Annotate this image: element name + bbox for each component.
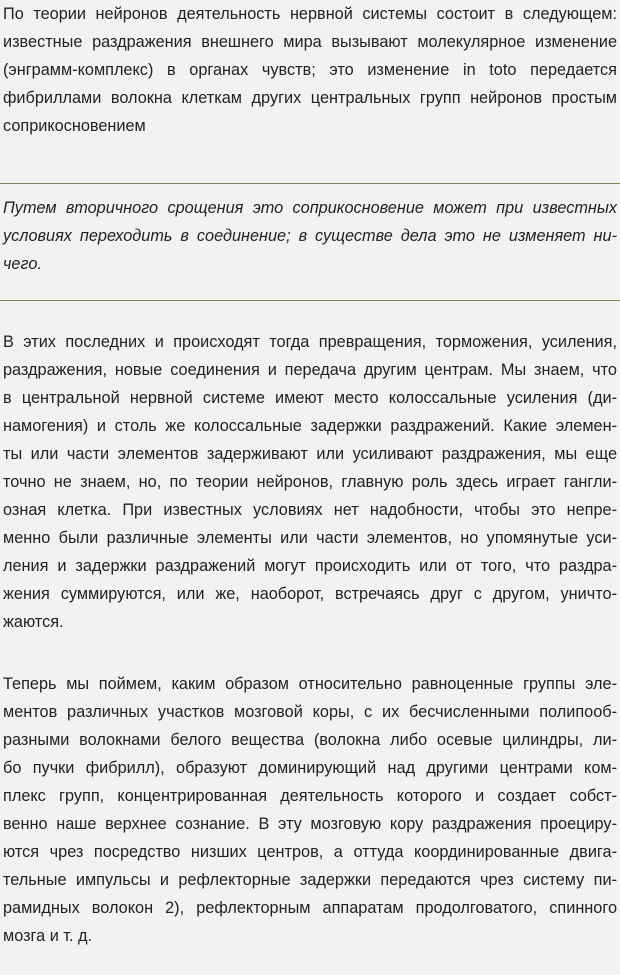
horizontal-divider [0, 300, 620, 301]
paragraph-neuron-theory [3, 0, 617, 140]
text-line: намогения) и столь же колоссальные задержки раздражений. Какие элемен- [3, 417, 617, 435]
text-line: соприкосновением [3, 117, 146, 135]
paragraph-cortex [3, 670, 617, 950]
text-line: условиях переходить в соединение; в существе дела это не изменяет ни- [3, 227, 617, 245]
text-line: ты или части элементов задерживают или усиливают раздражения, мы еще [3, 445, 617, 463]
text-line: мозга и т. д. [3, 927, 93, 945]
text-line: Теперь мы поймем, каким образом относительно равноценные группы эле- [3, 675, 617, 693]
text-line: точно не знаем, но, по теории нейронов, главную роль здесь играет гангли- [3, 473, 617, 491]
text-line: (энграмм-комплекс) в органах чувств; это изменение in toto передается [3, 61, 617, 79]
text-line: в центральной нервной системе имеют место колоссальные усиления (ди- [3, 389, 617, 407]
text-line: плекс групп, концентрированная деятельность которого и создает собст- [3, 787, 617, 805]
text-line: ются чрез посредство низших центров, а оттуда координированные двига- [3, 843, 617, 861]
paragraph-transformations [3, 328, 617, 636]
text-line: чего. [3, 255, 42, 273]
text-line: тельные импульсы и рефлекторные задержки передаются чрез систему пи- [3, 871, 617, 889]
text-line: ментов различных участков мозговой коры, с их бесчисленными полипооб- [3, 703, 617, 721]
text-line: По теории нейронов деятельность нервной системы состоит в следующем: [3, 5, 617, 23]
text-line: фибриллами волокна клеткам других центральных групп нейронов простым [3, 89, 617, 107]
text-line: ления и задержки раздражений могут происходить или от того, что раздра- [3, 557, 617, 575]
text-line: В этих последних и происходят тогда превращения, торможения, усиления, [3, 333, 617, 351]
paragraph-footnote-italic [3, 194, 617, 278]
text-line: озная клетка. При известных условиях нет надобности, чтобы это непре- [3, 501, 617, 519]
text-line: бо пучки фибрилл), образуют доминирующий над другими центрами ком- [3, 759, 617, 777]
text-line: жаются. [3, 613, 64, 631]
text-line: раздражения, новые соединения и передача другим центрам. Мы знаем, что [3, 361, 617, 379]
text-line: разными волокнами белого вещества (волокна либо осевые цилиндры, ли- [3, 731, 617, 749]
text-line: венно наше верхнее сознание. В эту мозговую кору раздражения проециру- [3, 815, 617, 833]
horizontal-divider [0, 183, 620, 184]
text-line: менно были различные элементы или части элементов, но упомянутые уси- [3, 529, 617, 547]
text-line: Путем вторичного срощения это соприкосновение может при известных [3, 199, 617, 217]
text-line: рамидных волокон 2), рефлекторным аппаратам продолговатого, спинного [3, 899, 617, 917]
text-line: известные раздражения внешнего мира вызывают молекулярное изменение [3, 33, 617, 51]
text-line: жения суммируются, или же, наоборот, встречаясь друг с другом, уничто- [3, 585, 617, 603]
